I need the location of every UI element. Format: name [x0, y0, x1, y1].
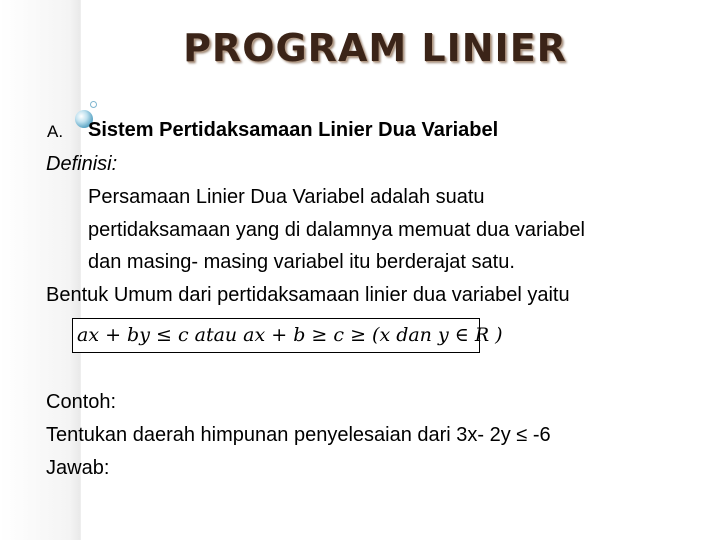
definition-line-1: Persamaan Linier Dua Variabel adalah suatu: [88, 186, 485, 208]
answer-label: Jawab:: [46, 457, 110, 479]
general-form-formula: ax + by ≤ c atau ax + b ≥ c ≥ (x dan y ∈ R ): [77, 324, 503, 346]
example-label: Contoh:: [46, 391, 117, 413]
section-letter: A.: [47, 122, 64, 141]
definition-line-2: pertidaksamaan yang di dalamnya memuat dua variabel: [88, 219, 585, 241]
section-heading: Sistem Pertidaksamaan Linier Dua Variabel: [88, 119, 499, 141]
general-form-intro: Bentuk Umum dari pertidaksamaan linier dua variabel yaitu: [46, 284, 570, 306]
bullet-orb-small-icon: [90, 101, 97, 108]
definition-line-3: dan masing- masing variabel itu berderajat satu.: [88, 251, 515, 273]
formula-box: [72, 318, 503, 353]
example-question: Tentukan daerah himpunan penyelesaian dari 3x- 2y ≤ -6: [46, 424, 551, 446]
page-title: PROGRAM LINIER: [183, 26, 567, 70]
definition-label: Definisi:: [46, 153, 118, 175]
